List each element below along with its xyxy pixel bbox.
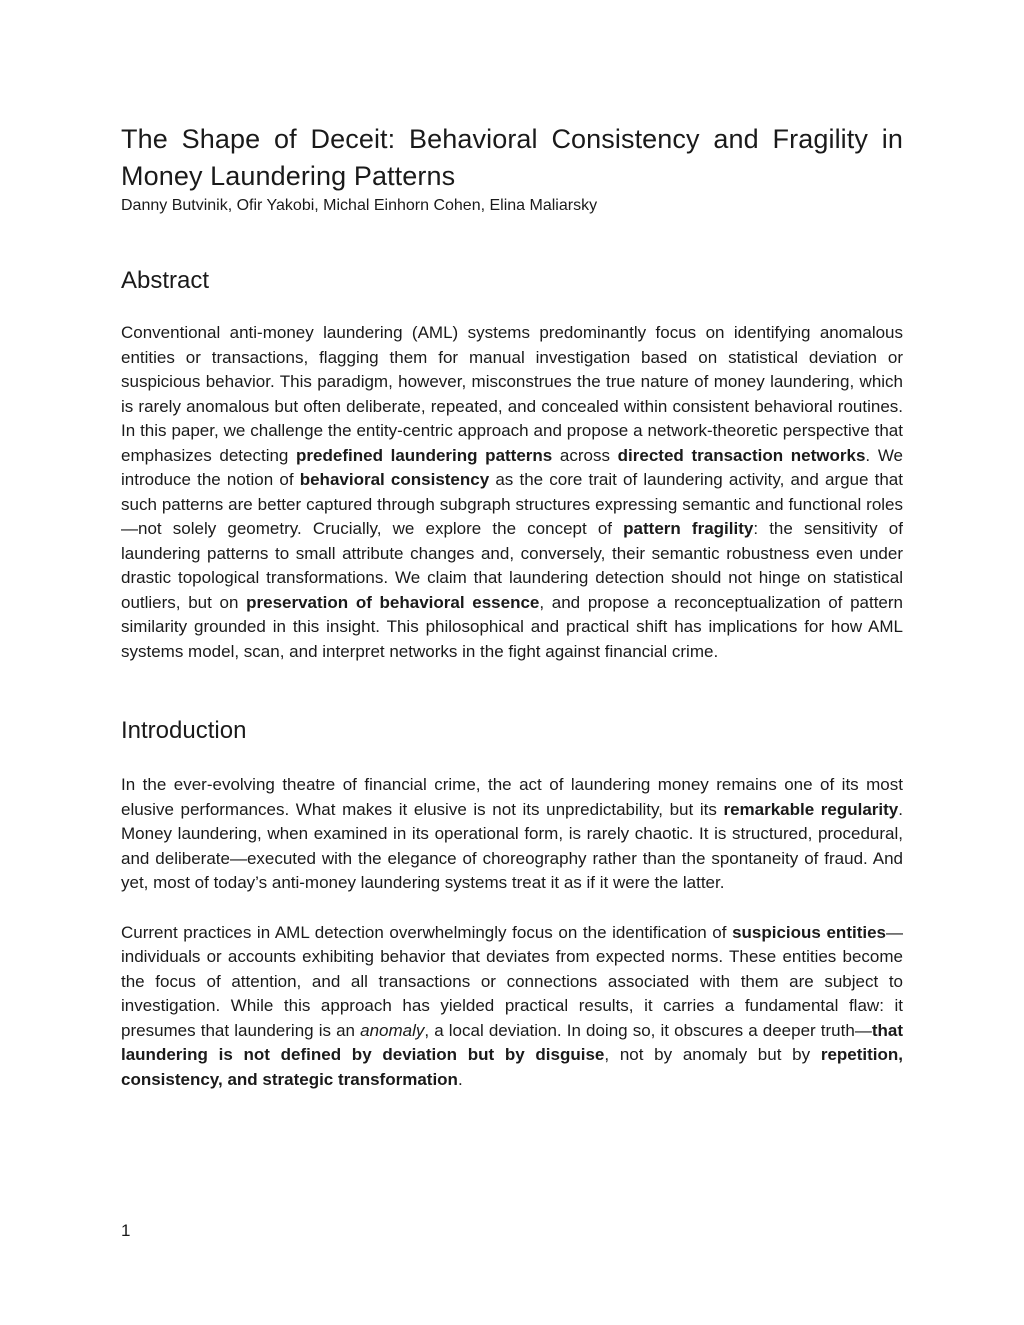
paper-title: The Shape of Deceit: Behavioral Consistency and Fragility in Money Laundering Patterns (121, 124, 903, 191)
text-run: , a local deviation. In doing so, it obscures a deeper truth— (424, 1020, 872, 1040)
text-run: In the ever-evolving theatre of financial crime, the act of laundering money remains one of its most elusive performances. What makes it elusive is not its unpredictability, but its (121, 775, 903, 819)
text-run: , not by anomaly but by (604, 1045, 821, 1064)
introduction-paragraph (121, 773, 903, 896)
text-run: —individuals or accounts exhibiting behavior that deviates from expected norms. These entities become the focus of attention, and all transactions or connections associated with them are subject to investigation. While this approach has yielded practical results, it carries a fundamental flaw: it presumes that laundering is an (121, 922, 903, 1040)
emphasis-text: suspicious entities (732, 922, 886, 942)
text-run: across (552, 445, 618, 465)
abstract-paragraph (121, 321, 903, 664)
emphasis-text: repetition, consistency, and strategic transformation (121, 1045, 903, 1089)
emphasis-text: pattern fragility (623, 519, 754, 538)
abstract-heading: Abstract (121, 267, 210, 294)
emphasis-text: preservation of behavioral essence (246, 592, 540, 612)
text-run: : the sensitivity of laundering patterns to small attribute changes and, conversely, their semantic robustness even under drastic topological transformations. We claim that laundering detection should not hinge on statistical outliers, but on (121, 519, 903, 612)
text-run: Current practices in AML detection overwhelmingly focus on the identification of (121, 922, 733, 942)
page-number: 1 (121, 1221, 131, 1240)
introduction-heading: Introduction (121, 717, 247, 744)
paper-page (121, 121, 903, 1092)
emphasis-text: that laundering is not defined by deviation but by disguise (121, 1020, 903, 1064)
text-run: . (457, 1069, 463, 1089)
text-run: . Money laundering, when examined in its operational form, is rarely chaotic. It is structured, procedural, and deliberate—executed with the elegance of choreography rather than the spontaneity of fraud. And yet, most of today’s anti-money laundering systems treat it as if it were the latter. (121, 799, 903, 892)
introduction-paragraph (121, 921, 903, 1093)
author-list: Danny Butvinik, Ofir Yakobi, Michal Einhorn Cohen, Elina Maliarsky (121, 197, 598, 214)
emphasis-text: predefined laundering patterns (296, 445, 553, 465)
emphasis-text: directed transaction networks (617, 445, 866, 465)
text-run: , and propose a reconceptualization of pattern similarity grounded in this insight. This philosophical and practical shift has implications for how AML systems model, scan, and interpret networks in the fight against financial crime. (121, 592, 903, 661)
text-run: . We introduce the notion of (121, 445, 904, 489)
emphasis-text: remarkable regularity (723, 799, 899, 819)
italic-text: anomaly (360, 1020, 425, 1040)
text-run: as the core trait of laundering activity, and argue that such patterns are better captured through subgraph structures expressing semantic and functional roles—not solely geometry. Crucially, we explore the concept of (121, 470, 903, 538)
emphasis-text: behavioral consistency (299, 470, 490, 489)
text-run: Conventional anti-money laundering (AML) systems predominantly focus on identifying anomalous entities or transactions, flagging them for manual investigation based on statistical deviation or suspicious behavior. This paradigm, however, misconstrues the true nature of money laundering, which is rarely anomalous but often deliberate, repeated, and concealed within consistent behavioral routines. In this paper, we challenge the entity-centric approach and propose a network-theoretic perspective that emphasizes detecting (121, 323, 903, 465)
